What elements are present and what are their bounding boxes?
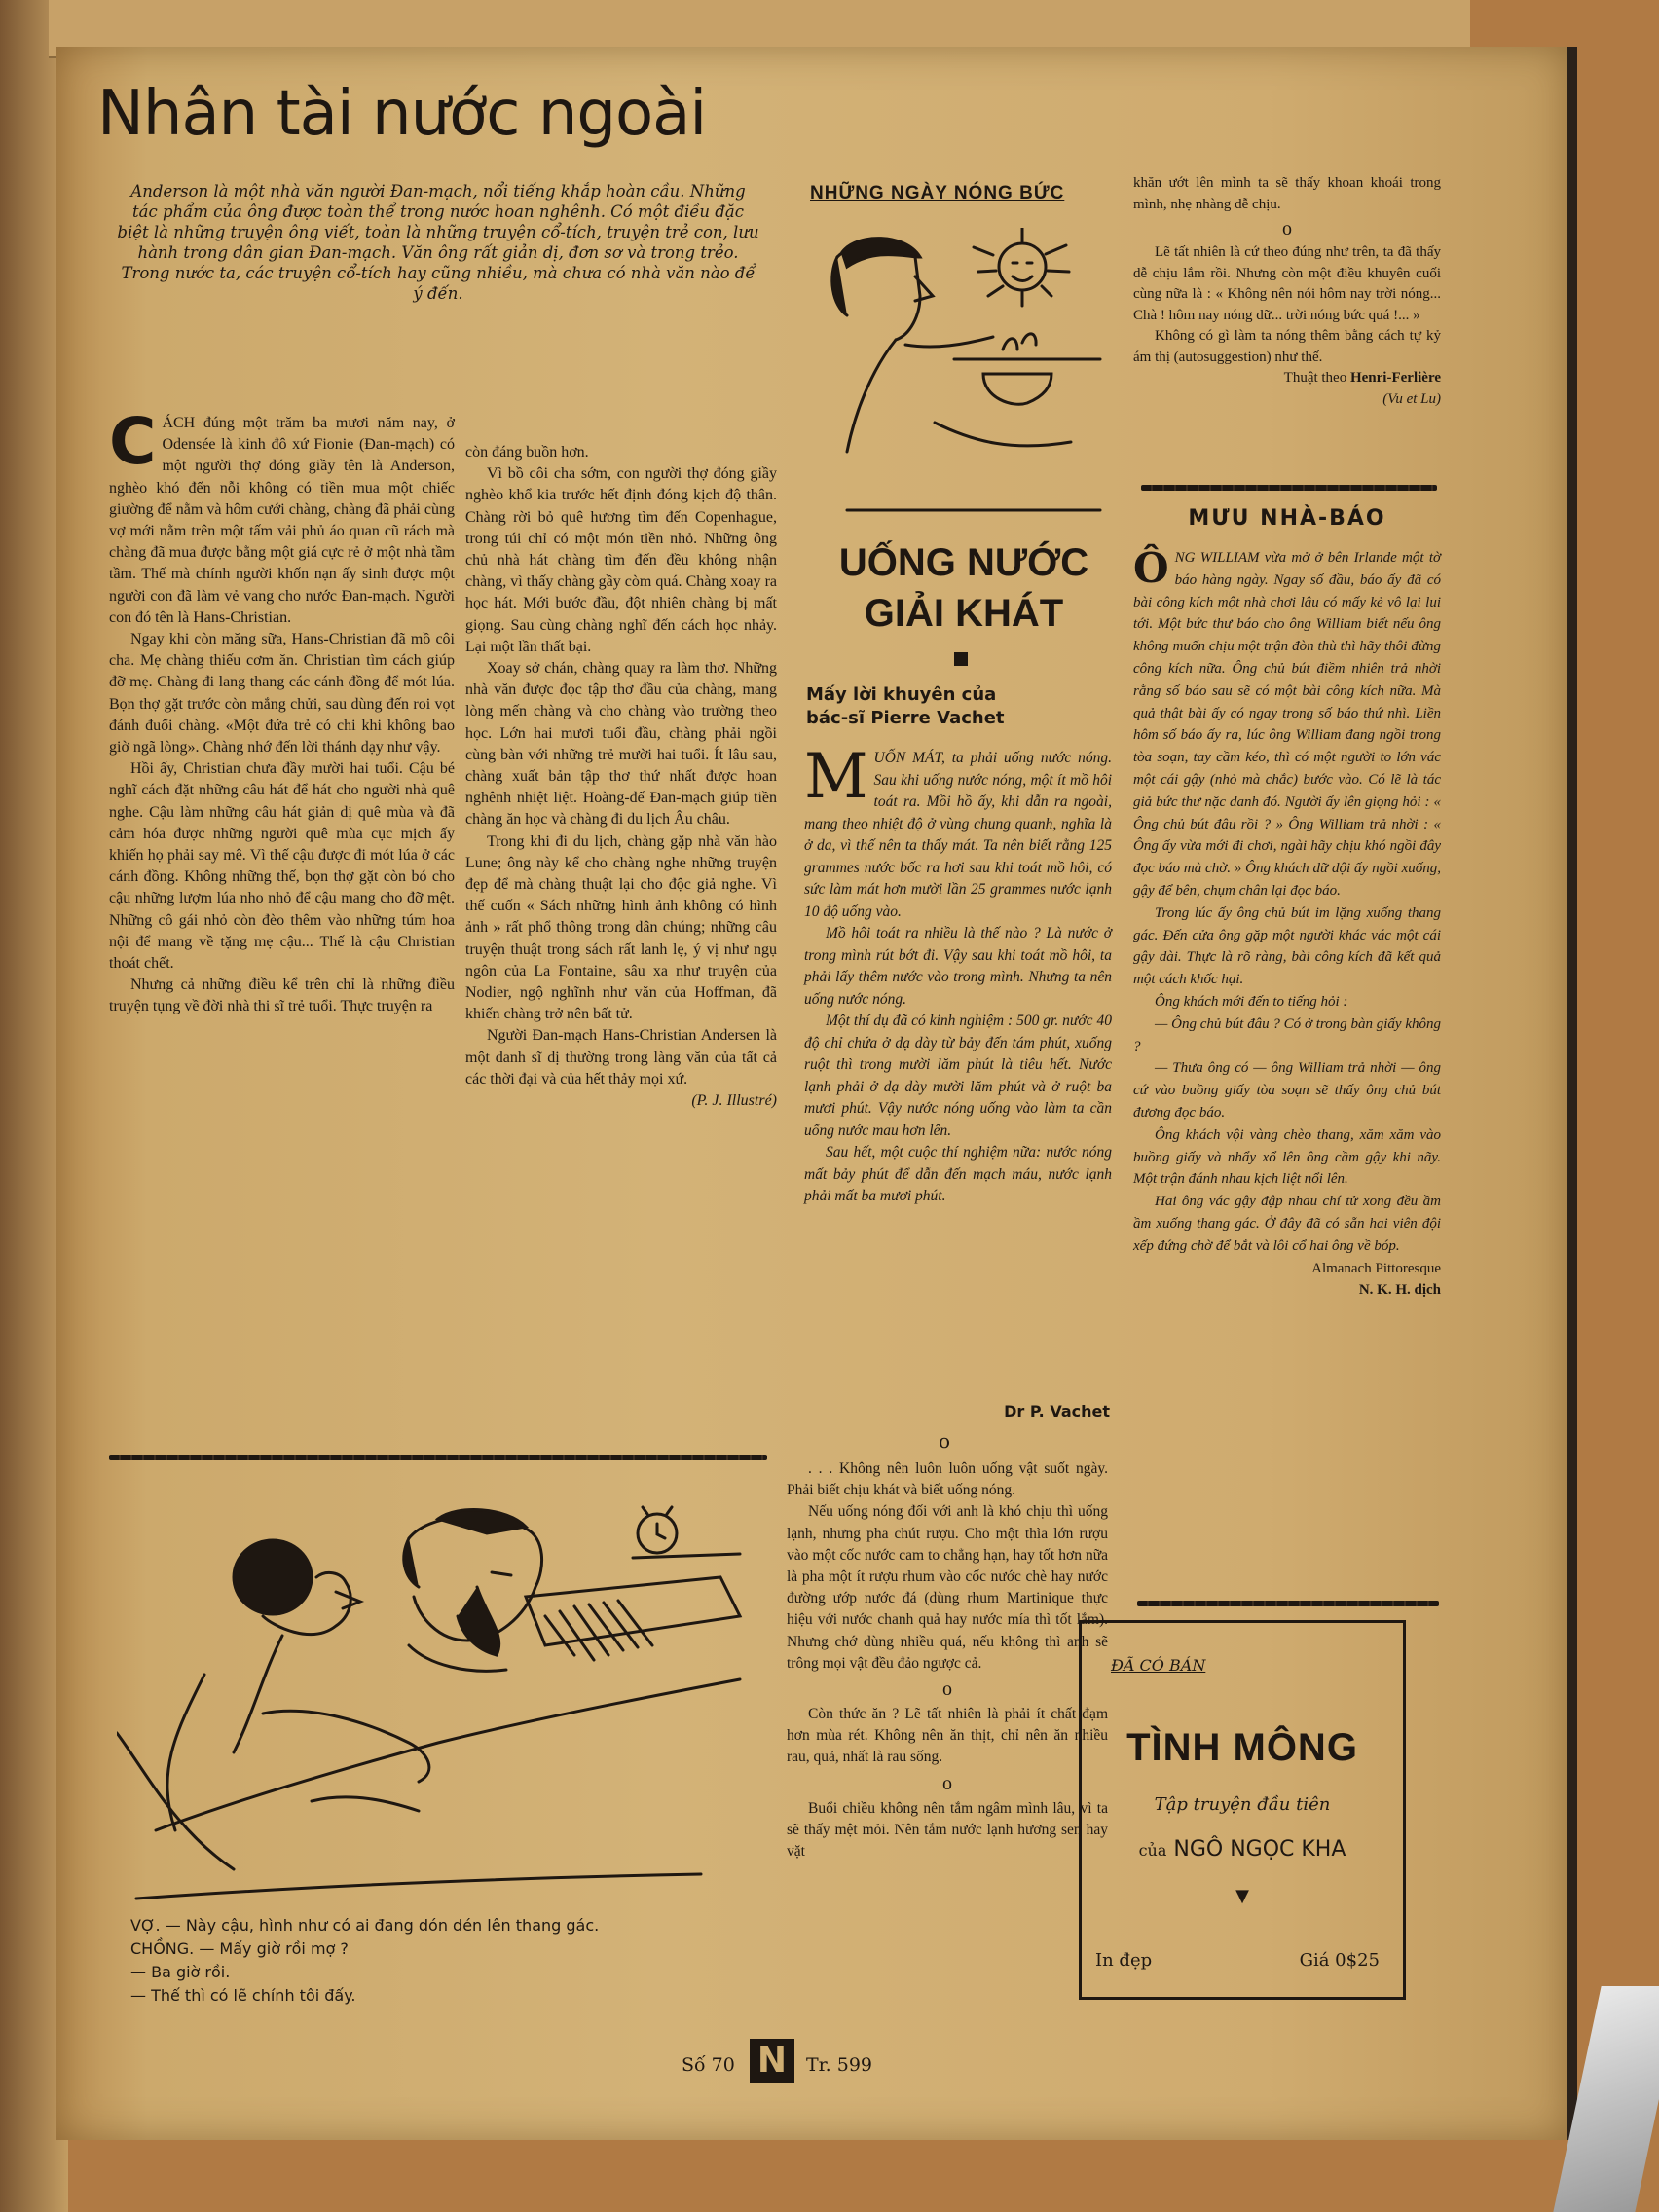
paragraph: Ngay khi còn măng sữa, Hans-Christian đã mồ côi cha. Mẹ chàng thiếu cơm ăn. Christian tìm cách giúp đỡ mẹ. Chàng đi lang thang các cánh đồng để mót lúa. Bọn thợ gặt trước còn mắng chửi, sau dùng đến roi vọt đánh đuổi chàng. «Một đứa trẻ có chi khi không bao giờ ngã lòng». Chàng nhớ đến lời thánh dạy như vậy. <box>109 631 455 756</box>
cartoon-illustration <box>117 1480 759 1908</box>
paragraph: — Thưa ông có — ông William trả nhời — ông cứ vào buồng giấy tòa soạn sẽ thấy ông chủ bút đương đọc báo. <box>1133 1060 1441 1121</box>
ad-title: TÌNH MÔNG <box>1126 1726 1358 1769</box>
subtitle-line: bác-sĩ Pierre Vachet <box>806 708 1005 728</box>
paragraph: Ông khách mới đến to tiếng hỏi : <box>1155 993 1348 1010</box>
magazine-logo: N <box>750 2039 794 2083</box>
article3-source: Almanach Pittoresque <box>1311 1260 1441 1276</box>
paragraph: khăn ướt lên mình ta sẽ thấy khoan khoái trong mình, nhẹ nhàng dễ chịu. <box>1133 175 1441 212</box>
article1-source: (P. J. Illustré) <box>691 1092 777 1110</box>
dropcap: C <box>109 404 157 479</box>
credit-prefix: Thuật theo <box>1283 370 1347 386</box>
ad-kicker: ĐÃ CÓ BÁN <box>1111 1656 1206 1675</box>
paragraph: Nhưng cả những điều kể trên chỉ là những điều truyện tụng về đời nhà thi sĩ trẻ tuổi. Thực truyện ra <box>109 977 455 1015</box>
issue-number: Số 70 <box>682 2054 735 2076</box>
ornament: o <box>942 1772 952 1794</box>
ad-by: của <box>1138 1841 1167 1860</box>
divider <box>1137 1601 1439 1606</box>
ornament: o <box>938 1429 951 1453</box>
ornament: o <box>1282 218 1292 240</box>
article2-author: Dr P. Vachet <box>1004 1402 1110 1420</box>
article2-body <box>804 741 1112 1208</box>
paragraph: Còn thức ăn ? Lẽ tất nhiên là phải ít chất đạm hơn mùa rét. Không nên ăn thịt, chỉ nên ăn nhiều rau, quả, nhất là rau sống. <box>787 1706 1108 1766</box>
paragraph: Người Đan-mạch Hans-Christian Andersen là một danh sĩ dị thường trong làng văn của tất cả các thời đại và của hết thảy mọi xứ. <box>465 1027 777 1088</box>
caption-line: — Ba giờ rồi. <box>130 1963 231 1981</box>
divider <box>1141 485 1437 491</box>
article2-subtitle <box>806 683 1118 730</box>
article1-column-1 <box>109 404 455 1018</box>
title-line: UỐNG NƯỚC <box>838 541 1089 584</box>
article3-title: MƯU NHÀ-BÁO <box>1188 506 1386 531</box>
paragraph: Sau hết, một cuộc thí nghiệm nữa: nước nóng mất bảy phút để dẫn đến mạch máu, nước lạnh phải mất ba mươi phút. <box>804 1144 1112 1204</box>
paragraph: Nếu uống nóng đối với anh là khó chịu thì uống lạnh, nhưng pha chút rượu. Cho một thìa lớn rượu vào một cốc nước cam to chẳng hạn, hay tốt hơn nữa là pha một ít rượu rhum vào cốc nước chè hay nước đường ướp nước đá (dùng rhum Martinique thực hiệu với nước chanh quả hay nước mía thì tốt lắm). Nhưng chớ dùng nhiều quá, nếu không thì anh sẽ trông mọi vật đều đảo ngược cả. <box>787 1503 1108 1672</box>
ad-print: In đẹp <box>1095 1950 1153 1971</box>
ad-mark: ▼ <box>1235 1886 1249 1906</box>
drinking-man-illustration <box>818 228 1110 520</box>
paragraph: Hồi ấy, Christian chưa đầy mười hai tuổi. Cậu bé nghĩ cách đặt những câu hát để hát cho người nhà quê nghe. Cậu làm những câu hát giản dị quê mùa và đã cảm hóa được những người quê mùa cục mịch ấy khiến họ phải say mê. Vì thế cậu được đi mót lúa ở các cánh đồng. Không những thế, bọn thợ gặt còn bó cho cậu những lượm lúa nho nhỏ để cậu mang cho đỡ mệt. Những cô gái nhỏ còn đèo thêm vào những túm hoa nội để mang về tặng mẹ cậu... Thế là cậu Christian thoát chết. <box>109 760 455 973</box>
article3-translator: N. K. H. dịch <box>1358 1282 1441 1299</box>
paragraph: . . . Không nên luôn luôn uống vật suốt ngày. Phải biết chịu khát và biết uống nóng. <box>787 1460 1108 1499</box>
paragraph: Hai ông vác gậy đập nhau chí tử xong đều ầm ầm xuống thang gác. Ở đây đã có sẵn hai viên đội xếp đứng chờ để bắt và lôi cổ hai ông về bóp. <box>1133 1194 1441 1254</box>
paragraph: Lẽ tất nhiên là cứ theo đúng như trên, ta đã thấy dễ chịu lắm rồi. Nhưng còn một điều khuyên cuối cùng nữa là : « Không nên nói hôm nay trời nóng... Chà ! hôm nay nóng dữ... trời nóng bức quá !... » <box>1133 244 1441 323</box>
title-line: GIẢI KHÁT <box>864 592 1064 635</box>
subtitle-line: Mấy lời khuyên của <box>806 684 997 705</box>
paragraph: — Ông chủ bút đâu ? Có ở trong bàn giấy không ? <box>1133 1015 1441 1054</box>
ornament: o <box>942 1678 952 1701</box>
paragraph: Trong khi đi du lịch, chàng gặp nhà văn hào Lune; ông này kể cho chàng nghe những truyện đẹp để mà chàng thuật lại cho độc giả nghe. Vì thế cuốn « Sách những hình ảnh không có hình ảnh » rất phổ thông trong dân chúng; những câu truyện thuật trong sách rất lanh lẹ, ý vị như ngụ ngôn của La Fontaine, sâu xa như truyện của Nodier, ngộ nghĩnh như văn của Hoffman, đã khiến chàng trở nên bất tử. <box>465 832 777 1023</box>
divider <box>109 1455 767 1460</box>
paragraph: NG WILLIAM vừa mở ở bên Irlande một tờ báo hàng ngày. Ngay số đầu, báo ấy đã có bài công kích một nhà chơi lâu có mấy kẻ vô lại lui tới. Một bức thư báo cho ông William biết nếu ông không muốn chịu một trận đòn thù thì hãy thôi đừng công kích nữa. Ông chủ bút điềm nhiên trả nhời rằng số báo sau sẽ có một bài công kích nữa. Mà quả thật bài ấy có ngay trong số báo thứ nhì. Liền hôm số báo ấy ra, lúc ông William đang ngồi trong tòa soạn, tay cầm kéo, thì có một người to lớn vác một cái gậy (nhỏ mà chắc) bước vào. Có lẽ là tác giả bức thư nặc danh đó. Người ấy lên giọng hỏi : « Ông chủ bút đâu rồi ? » Ông William trả nhời : « Ông ấy vừa mới đi chơi, ngài hãy chịu khó ngồi đây đọc báo mà chờ. » Ông khách dữ dội ấy ngồi xuống, gậy để bên, chụm chân lại đọc báo. <box>1133 550 1441 899</box>
caption-line: CHỒNG. — Mấy giờ rồi mợ ? <box>130 1939 349 1958</box>
book-advertisement <box>1079 1620 1406 2000</box>
cartoon-caption <box>130 1914 754 2008</box>
paragraph: ÁCH đúng một trăm ba mươi năm nay, ở Odensée là kinh đô xứ Fionie (Đan-mạch) có một người thợ đóng giầy tên là Anderson, nghèo khó đến nỗi không có tiền mua một chiếc giường để nằm và hôm cưới chàng, chàng đã phải cùng vợ mới nằm trên một tấm vải phủ áo quan cũ rách mà chàng đã mua được bằng một giá cực rẻ ở một nhà tầm tầm. Thế mà chính người khốn nạn ấy sinh được một người con đã làm vẻ vang cho nước Đan-mạch. Người con đó tên là Hans-Christian. <box>109 415 455 626</box>
article3-body <box>1133 544 1441 1302</box>
paragraph: Trong lúc ấy ông chủ bút im lặng xuống thang gác. Đến cửa ông gặp một người khác vác một cái gậy dài. Thực là rõ ràng, bài công kích đã kết quả một cách khốc hại. <box>1133 904 1441 988</box>
paragraph: Một thí dụ đã có kinh nghiệm : 500 gr. nước 40 độ chỉ chứa ở dạ dày từ bảy đến tám phút, xuống ruột thì trong mười lăm phút là tiêu hết. Nước lạnh phải ở dạ dày mười lăm phút và ở ruột ba mươi phút. Vậy nước nóng uống vào làm ta cần uống nước mau hơn lên. <box>804 1013 1112 1139</box>
paragraph: Ông khách vội vàng chèo thang, xăm xăm vào buồng giấy và nhẩy xổ lên ông cầm gậy khi nãy. Một trận đánh nhau kịch liệt nổi lên. <box>1133 1126 1441 1188</box>
article2-title <box>818 537 1110 639</box>
paragraph: còn đáng buồn hơn. <box>465 444 589 461</box>
article2-tips <box>787 1458 1108 1862</box>
article-intro: Anderson là một nhà văn người Đan-mạch, nổi tiếng khắp hoàn cầu. Những tác phẩm của ông được toàn thể trong nước hoan nghênh. Có một điều đặc biệt là những truyện ông viết, toàn là những truyện cổ-tích, truyện trẻ con, lưu hành trong dân gian Đan-mạch. Văn ông rất giản dị, đơn sơ và trong trẻo. Trong nước ta, các truyện cổ-tích hay cũng nhiều, mà chưa có nhà văn nào để ý đến. <box>117 182 759 303</box>
article-title: Nhân tài nước ngoài <box>97 78 707 150</box>
ad-line: Tập truyện đầu tiên <box>1154 1794 1331 1815</box>
article2-continuation <box>1133 173 1441 410</box>
article2-kicker: NHỮNG NGÀY NÓNG BỨC <box>810 183 1065 203</box>
caption-line: VỢ. — Này cậu, hình như có ai đang dón dén lên thang gác. <box>130 1916 600 1935</box>
title-bullet <box>954 652 968 666</box>
article1-column-2 <box>465 442 777 1112</box>
paragraph: UỐN MÁT, ta phải uống nước nóng. Sau khi uống nước nóng, một ít mồ hôi toát ra. Mồi hồ ấy, khi dẫn ra ngoài, mang theo nhiệt độ ở vùng chung quanh, nghĩa là ở da, vì thế nên ta thấy mát. Ta nên biết rằng 125 grammes nước bốc ra hơi sau khi toát mồ hôi, có sức làm mát hơn mười lần 25 grammes nước lạnh 10 độ uống vào. <box>804 750 1112 920</box>
dropcap: Ô <box>1133 544 1169 592</box>
ad-author-line <box>1082 1837 1403 1862</box>
ad-price: Giá 0$25 <box>1299 1950 1380 1971</box>
caption-line: — Thế thì có lẽ chính tôi đấy. <box>130 1986 356 2005</box>
paragraph: Xoay sở chán, chàng quay ra làm thơ. Những nhà văn được đọc tập thơ đầu của chàng, mang lòng mến chàng và cho chàng vào trường theo học. Lớn hai mươi tuổi đầu, chàng phải ngồi cùng bàn với những trẻ mười hai tuổi. Ít lâu sau, chàng xuất bản tập thơ thứ nhất được hoan nghênh nhiệt liệt. Hoàng-đế Đan-mạch giúp tiền chàng ăn học và chàng đi du lịch Âu châu. <box>465 660 777 829</box>
paragraph: Không có gì làm ta nóng thêm bằng cách tự kỷ ám thị (autosuggestion) như thế. <box>1133 328 1441 365</box>
page-number: Tr. 599 <box>806 2054 873 2076</box>
paragraph: Mồ hôi toát ra nhiều là thế nào ? Là nước ở trong mình rút bớt đi. Vậy sau khi toát mồ hôi, ta phải lấy thêm nước vào trong mình. Nhưng ta nên uống nước nóng. <box>804 925 1112 1008</box>
ad-author: NGÔ NGỌC KHA <box>1173 1837 1346 1862</box>
dropcap: M <box>804 741 868 813</box>
credit-name: Henri-Ferlière <box>1349 370 1441 386</box>
credit-source: (Vu et Lu) <box>1382 390 1441 407</box>
paragraph: Vì bồ côi cha sớm, con người thợ đóng giầy nghèo khổ kia trước hết định đóng kịch độ thân. Chàng rời bỏ quê hương tìm đến Copenhague, trong túi chỉ có một món tiền nhỏ. Những ông chủ nhà hát chàng tìm đến đều không nhận chàng, vì thấy chàng gầy còm quá. Chàng xoay ra học hát. Mới bước đầu, đột nhiên chàng bị mất giọng. Sau cùng chàng nghĩ đến cách học nhảy. Lại một lần thất bại. <box>465 465 777 655</box>
paragraph: Buổi chiều không nên tắm ngâm mình lâu, vì ta sẽ thấy mệt mỏi. Nên tắm nước lạnh hương sen hay vặt <box>787 1799 1108 1861</box>
